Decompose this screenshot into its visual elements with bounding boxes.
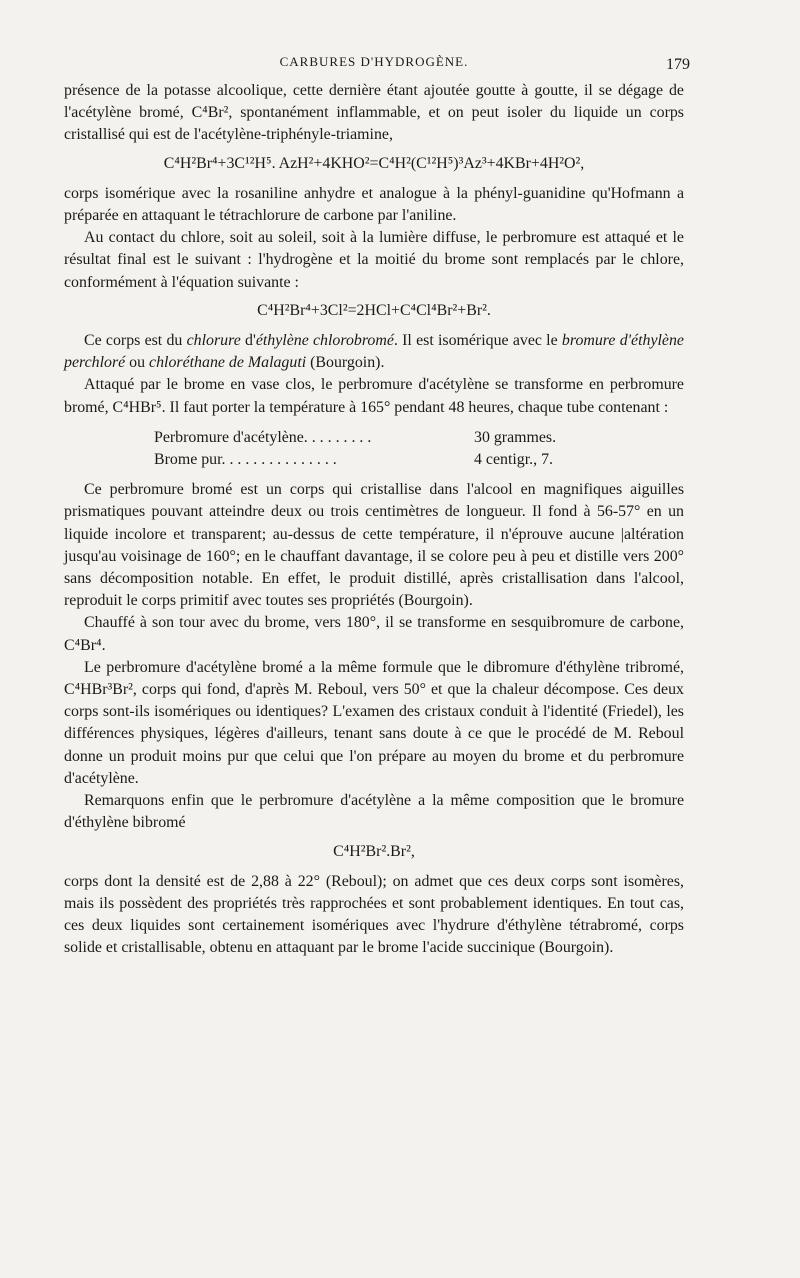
italic-term: chloréthane de Malaguti xyxy=(149,354,307,372)
text-run: ou xyxy=(125,354,150,372)
list-label: Brome pur. . . . . . . . . . . . . . . xyxy=(154,451,337,469)
list-item xyxy=(64,449,684,471)
italic-term: chlorure xyxy=(186,332,241,350)
page-body xyxy=(64,80,684,960)
book-page xyxy=(64,50,690,960)
paragraph: Chauffé à son tour avec du brome, vers 180°, il se transforme en sesquibromure de carbone, C⁴Br⁴. xyxy=(64,614,684,654)
paragraph xyxy=(64,330,684,374)
paragraph: Attaqué par le brome en vase clos, le perbromure d'acétylène se transforme en perbromure bromé, C⁴HBr⁵. Il faut porter la température à 165° pendant 48 heures, chaque tube contenant : xyxy=(64,376,684,416)
list-value: 30 grammes. xyxy=(474,428,557,446)
page-number: 179 xyxy=(666,56,690,73)
paragraph: Ce perbromure bromé est un corps qui cristallise dans l'alcool en magnifiques aiguilles prismatiques pouvant atteindre deux ou trois centimètres de longueur. Il fond à 56-57° en un liquide incolore et transparent; au-dessus de cette température, il n'éprouve aucune |altération jusqu'au voisinage de 160°; en le chauffant davantage, il se colore peu à peu et distille vers 200° sans décomposition notable. En effet, le produit distillé, après cristallisation dans l'alcool, reproduit le corps primitif avec toutes ses propriétés (Bourgoin). xyxy=(64,481,684,610)
italic-term: éthylène chlorobromé xyxy=(255,332,394,350)
paragraph: présence de la potasse alcoolique, cette dernière étant ajoutée goutte à goutte, il se dégage de l'acétylène bromé, C⁴Br², spontanément inflammable, et on peut isoler du liquide un corps cristallisé qui est de l'acétylène-triphényle-triamine, xyxy=(64,82,684,144)
text-run: (Bourgoin). xyxy=(306,354,385,372)
list-item xyxy=(64,427,684,449)
equation: C⁴H²Br².Br², xyxy=(333,842,415,860)
paragraph: Au contact du chlore, soit au soleil, soit à la lumière diffuse, le perbromure est attaqué et le résultat final est le suivant : l'hydrogène et la moitié du brome sont remplacés par le chlore, conformément à l'équation suivante : xyxy=(64,229,684,291)
equation: C⁴H²Br⁴+3Cl²=2HCl+C⁴Cl⁴Br²+Br². xyxy=(257,301,491,319)
italic-term: bromure d'éthylène perchloré xyxy=(64,332,684,372)
running-header xyxy=(64,50,690,80)
text-run: Ce corps est du xyxy=(84,332,187,350)
text-run: . Il est isomérique avec le xyxy=(393,332,562,350)
list-value: 4 centigr., 7. xyxy=(474,451,553,469)
paragraph: corps isomérique avec la rosaniline anhydre et analogue à la phényl-guanidine qu'Hofmann a préparée en attaquant le tétrachlorure de carbone par l'aniline. xyxy=(64,184,684,225)
header-title: CARBURES D'HYDROGÈNE. xyxy=(279,54,469,69)
paragraph: Remarquons enfin que le perbromure d'acétylène a la même composition que le bromure d'éthylène bibromé xyxy=(64,792,684,832)
list-label: Perbromure d'acétylène. . . . . . . . . xyxy=(154,428,372,446)
equation: C⁴H²Br⁴+3C¹²H⁵. AzH²+4KHO²=C⁴H²(C¹²H⁵)³Az³+4KBr+4H²O², xyxy=(163,154,585,172)
paragraph: Le perbromure d'acétylène bromé a la même formule que le dibromure d'éthylène tribromé, C⁴HBr³Br², corps qui fond, d'après M. Reboul, vers 50° et que la chaleur décompose. Ces deux corps sont-ils isomériques ou identiques? L'examen des cristaux conduit à l'identité (Friedel), les différences physiques, légères d'ailleurs, tenant sans doute à ce que le procédé de M. Reboul donne un produit moins pur que celui que l'on prépare au moyen du brome et du perbromure d'acétylène. xyxy=(64,658,684,787)
text-run: d' xyxy=(240,332,256,350)
paragraph: corps dont la densité est de 2,88 à 22° (Reboul); on admet que ces deux corps sont isomères, mais ils possèdent des propriétés très rapprochées et sont probablement identiques. En tout cas, ces deux liquides sont certainement isomériques avec l'hydrure d'éthylène tétrabromé, corps solide et cristallisable, obtenu en attaquant par le brome l'acide succinique (Bourgoin). xyxy=(64,872,684,957)
reagent-list xyxy=(64,427,684,471)
